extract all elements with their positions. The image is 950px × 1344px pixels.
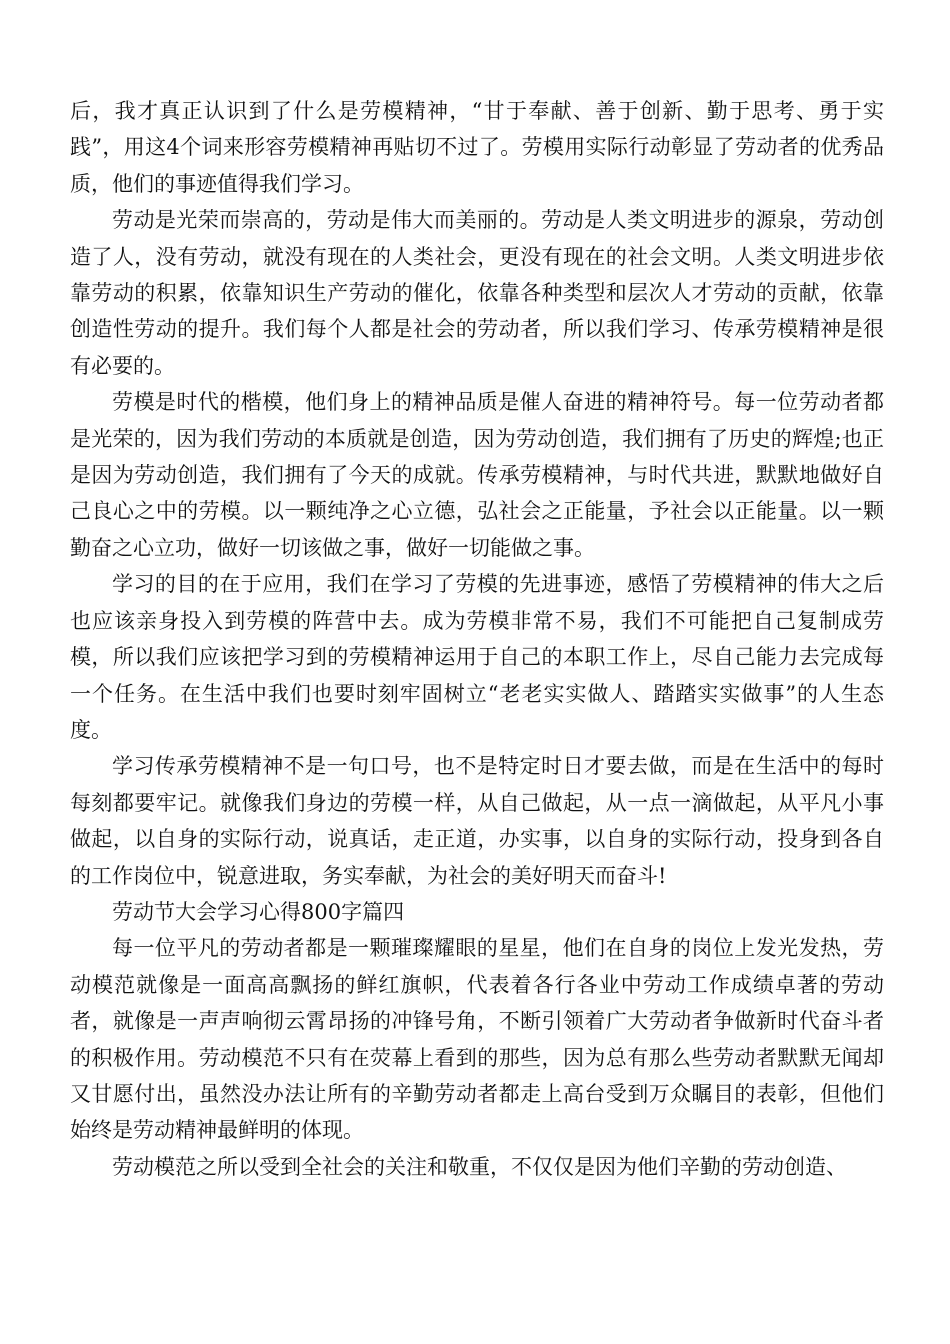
paragraph: 学习的目的在于应用，我们在学习了劳模的先进事迹，感悟了劳模精神的伟大之后也应该亲身投入到劳模的阵营中去。成为劳模非常不易，我们不可能把自己复制成劳模，所以我们应该把学习到的劳模精神运用于自己的本职工作上，尽自己能力去完成每一个任务。在生活中我们也要时刻牢固树立“老老实实做人、踏踏实实做事”的人生态度。	[70, 572, 884, 742]
paragraph: 每一位平凡的劳动者都是一颗璀璨耀眼的星星，他们在自身的岗位上发光发热，劳动模范就像是一面高高飘扬的鲜红旗帜，代表着各行各业中劳动工作成绩卓著的劳动者，就像是一声声响彻云霄昂扬的冲锋号角，不断引领着广大劳动者争做新时代奋斗者的积极作用。劳动模范不只有在荧幕上看到的那些，因为总有那么些劳动者默默无闻却又甘愿付出，虽然没办法让所有的辛勤劳动者都走上高台受到万众瞩目的表彰，但他们始终是劳动精神最鲜明的体现。	[70, 936, 884, 1143]
paragraph: 劳动是光荣而崇高的，劳动是伟大而美丽的。劳动是人类文明进步的源泉，劳动创造了人，没有劳动，就没有现在的人类社会，更没有现在的社会文明。人类文明进步依靠劳动的积累，依靠知识生产劳动的催化，依靠各种类型和层次人才劳动的贡献，依靠创造性劳动的提升。我们每个人都是社会的劳动者，所以我们学习、传承劳模精神是很有必要的。	[70, 208, 884, 378]
section-heading: 劳动节大会学习心得800字篇四	[112, 899, 405, 924]
paragraph: 劳模是时代的楷模，他们身上的精神品质是催人奋进的精神符号。每一位劳动者都是光荣的，因为我们劳动的本质就是创造，因为劳动创造，我们拥有了历史的辉煌;也正是因为劳动创造，我们拥有了今天的成就。传承劳模精神，与时代共进，默默地做好自己良心之中的劳模。以一颗纯净之心立德，弘社会之正能量，予社会以正能量。以一颗勤奋之心立功，做好一切该做之事，做好一切能做之事。	[70, 390, 884, 560]
paragraph: 学习传承劳模精神不是一句口号，也不是特定时日才要去做，而是在生活中的每时每刻都要牢记。就像我们身边的劳模一样，从自己做起，从一点一滴做起，从平凡小事做起，以自身的实际行动，说真话，走正道，办实事，以自身的实际行动，投身到各自的工作岗位中，锐意进取，务实奉献，为社会的美好明天而奋斗!	[70, 754, 884, 888]
body-text	[70, 93, 884, 1185]
paragraph: 劳动模范之所以受到全社会的关注和敬重，不仅仅是因为他们辛勤的劳动创造、	[112, 1154, 847, 1179]
paragraph-continued: 后，我才真正认识到了什么是劳模精神，“甘于奉献、善于创新、勤于思考、勇于实践”，用这4个词来形容劳模精神再贴切不过了。劳模用实际行动彰显了劳动者的优秀品质，他们的事迹值得我们学习。	[70, 99, 884, 196]
